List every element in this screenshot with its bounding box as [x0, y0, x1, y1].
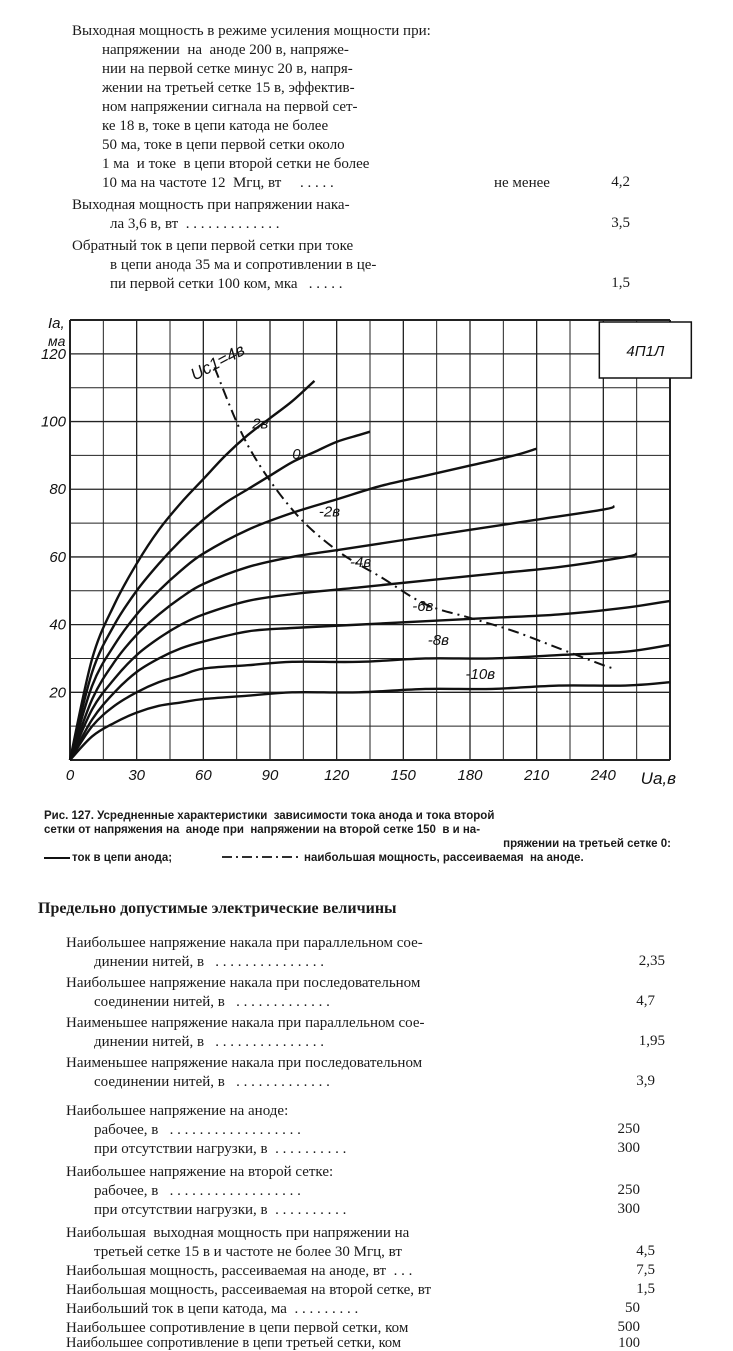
spec-value: 3,5: [611, 215, 630, 231]
series-label: -2в: [318, 503, 341, 521]
legend-solid-text: ток в цепи анода;: [72, 852, 173, 864]
y-tick-label: 60: [49, 548, 66, 566]
spec-value: 1,5: [611, 275, 630, 291]
legend-solid-line: [44, 857, 70, 859]
series-line: [70, 432, 370, 760]
x-tick-label: 60: [194, 767, 212, 784]
x-tick-label: 120: [324, 767, 350, 784]
spec-line: 1 ма и токе в цепи второй сетки не более: [102, 156, 370, 172]
limit-value: 3,9: [636, 1073, 655, 1089]
x-tick-label: 240: [590, 767, 616, 784]
series-label: 2в: [252, 415, 269, 433]
limit-line: Наименьшее напряжение накала при последовательном: [66, 1055, 423, 1071]
series-label: -4в: [350, 554, 372, 572]
spec-line: ном напряжении сигнала на первой сет-: [102, 99, 358, 115]
limit-value: 1,95: [638, 1033, 665, 1049]
spec-value: 4,2: [611, 174, 630, 190]
limit-line: Наибольшая мощность, рассеиваемая на аноде, вт . . .: [66, 1263, 413, 1279]
limit-value: 4,7: [636, 993, 655, 1009]
caption-line: пряжении на третьей сетке 0:: [503, 838, 671, 850]
limit-line: рабочее, в . . . . . . . . . . . . . . . . . .: [94, 1122, 301, 1138]
spec-line: ке 18 в, токе в цепи катода не более: [102, 118, 329, 134]
series-label: -6в: [412, 598, 434, 616]
limit-value: 250: [617, 1121, 640, 1137]
limit-line: динении нитей, в . . . . . . . . . . . . . . .: [94, 954, 325, 970]
limit-line: Наибольшая выходная мощность при напряжении на: [66, 1225, 410, 1241]
y-tick-label: 80: [49, 481, 66, 499]
spec-line: 50 ма, токе в цепи первой сетки около: [102, 137, 345, 153]
limit-line: Наибольшее напряжение накала при параллельном сое-: [66, 935, 423, 951]
limit-line: соединении нитей, в . . . . . . . . . . . . .: [94, 994, 330, 1010]
limit-line: Наибольшая мощность, рассеиваемая на второй сетке, вт: [66, 1282, 432, 1298]
limit-value: 7,5: [636, 1262, 655, 1278]
spec-line: 10 ма на частоте 12 Мгц, вт . . . . .: [102, 175, 334, 191]
x-tick-label: 210: [524, 767, 550, 784]
x-tick-label: 180: [457, 767, 483, 784]
limit-line: третьей сетке 15 в и частоте не более 30 Мгц, вт: [94, 1244, 402, 1260]
chart-grid: [70, 320, 670, 760]
limit-line: при отсутствии нагрузки, в . . . . . . . . . .: [94, 1141, 347, 1157]
y-tick-label: 40: [49, 616, 66, 634]
spec-line: нии на первой сетке минус 20 в, напря-: [102, 61, 353, 77]
tube-label: 4П1Л: [626, 343, 665, 360]
spec-line: Выходная мощность при напряжении нака-: [72, 197, 350, 213]
section-heading: Предельно допустимые электрические величины: [38, 900, 397, 917]
anode-characteristics-chart: [0, 300, 733, 800]
spec-line: ла 3,6 в, вт . . . . . . . . . . . . .: [110, 216, 280, 232]
spec-line: напряжении на аноде 200 в, напряже-: [102, 42, 349, 58]
x-tick-label: 0: [65, 767, 75, 784]
limit-value: 4,5: [636, 1243, 655, 1259]
x-tick-label: 150: [390, 767, 416, 784]
x-tick-label: 90: [261, 767, 279, 784]
limit-line: Наибольшее сопротивление в цепи первой сетки, ком: [66, 1320, 409, 1336]
limit-value: 300: [617, 1201, 640, 1217]
limit-value: 300: [617, 1140, 640, 1156]
series-line: [70, 506, 614, 760]
limit-value: 100: [618, 1335, 640, 1351]
limit-value: 2,35: [638, 953, 665, 969]
spec-line: жении на третьей сетке 15 в, эффектив-: [102, 80, 355, 96]
y-axis-label: Iа,: [48, 315, 65, 332]
caption-line: сетки от напряжения на аноде при напряжении на второй сетке 150 в и на-: [44, 824, 481, 836]
qualifier-text: не менее: [494, 175, 550, 191]
legend-dash-text: наибольшая мощность, рассеиваемая на аноде.: [304, 852, 584, 864]
limit-line: соединении нитей, в . . . . . . . . . . . . .: [94, 1074, 330, 1090]
spec-line: в цепи анода 35 ма и сопротивлении в це-: [110, 257, 377, 273]
limit-line: Наибольшее напряжение накала при последовательном: [66, 975, 421, 991]
spec-line: Обратный ток в цепи первой сетки при токе: [72, 238, 354, 254]
y-tick-label: 20: [49, 684, 66, 702]
y-tick-label: 120: [40, 345, 66, 363]
limit-value: 50: [625, 1300, 640, 1316]
series-label: Uc1=4в: [187, 340, 248, 385]
limit-value: 250: [617, 1182, 640, 1198]
limit-line: динении нитей, в . . . . . . . . . . . . . . .: [94, 1034, 325, 1050]
y-axis-unit: ма: [48, 333, 66, 349]
series-label: -10в: [465, 665, 496, 683]
limit-line: Наибольшее напряжение на аноде:: [66, 1103, 289, 1119]
series-label: -8в: [427, 631, 449, 649]
series-line: [70, 381, 314, 760]
limit-value: 1,5: [636, 1281, 655, 1297]
series-line: [70, 554, 637, 760]
limit-line: рабочее, в . . . . . . . . . . . . . . . . . .: [94, 1183, 301, 1199]
x-tick-label: 30: [128, 767, 146, 784]
x-axis-label: Uа,в: [640, 769, 676, 788]
spec-line: Выходная мощность в режиме усиления мощности при:: [72, 23, 431, 39]
limit-line: при отсутствии нагрузки, в . . . . . . . . . .: [94, 1202, 347, 1218]
spec-line: пи первой сетки 100 ком, мка . . . . .: [110, 276, 343, 292]
series-label: 0: [292, 445, 301, 463]
y-tick-label: 100: [40, 413, 66, 431]
legend-dash-line: [220, 851, 300, 865]
caption-line: Рис. 127. Усредненные характеристики зависимости тока анода и тока второй: [44, 810, 495, 822]
limit-line: Наибольшее сопротивление в цепи третьей сетки, ком: [66, 1335, 402, 1351]
limit-line: Наименьшее напряжение накала при параллельном сое-: [66, 1015, 425, 1031]
limit-line: Наибольший ток в цепи катода, ма . . . . . . . . .: [66, 1301, 359, 1317]
limit-value: 500: [617, 1319, 640, 1335]
limit-line: Наибольшее напряжение на второй сетке:: [66, 1164, 334, 1180]
